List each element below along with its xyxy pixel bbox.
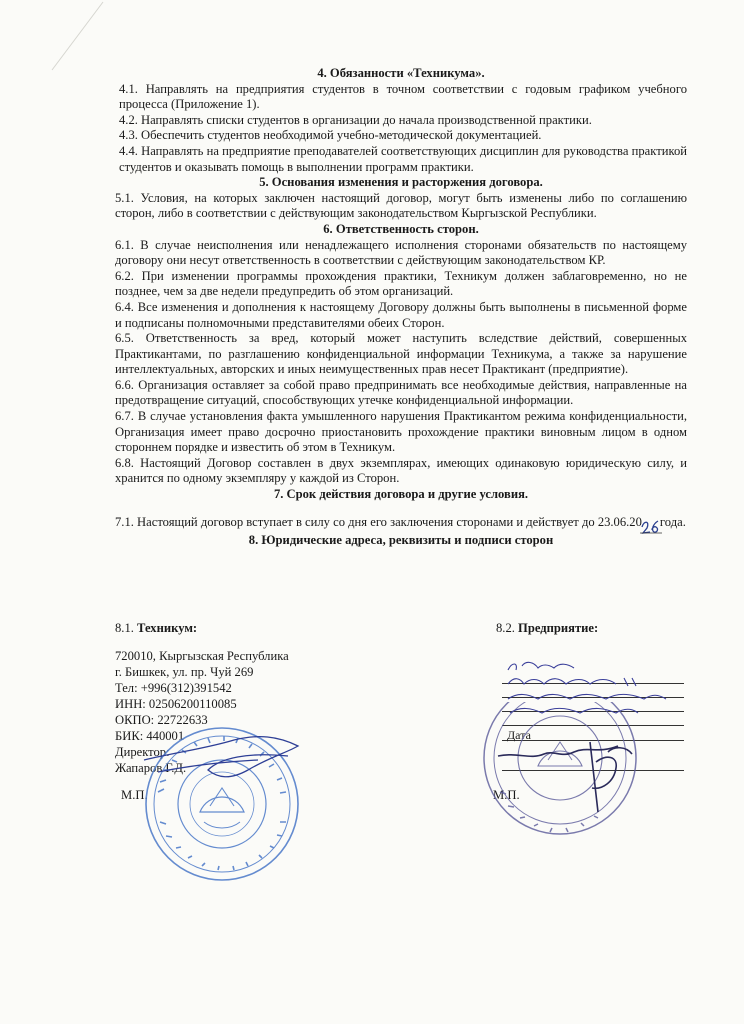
section-6-title: 6. Ответственность сторон. <box>323 221 479 236</box>
enterprise-seal <box>478 702 648 862</box>
technikum-director-name: Жапаров Г.Д. <box>115 761 187 775</box>
technikum-heading <box>115 620 345 636</box>
clause-7-1 <box>115 515 687 531</box>
enterprise-heading <box>496 620 696 636</box>
technikum-director-label: Директор: <box>115 745 170 759</box>
section-5-title: 5. Основания изменения и расторжения договора. <box>259 175 543 190</box>
technikum-mp: М.П. <box>121 788 148 802</box>
clause-4-4: 4.4. Направлять на предприятие преподавателей соответствующих дисциплин для руководства практикой студентов и оказывать помощь в выполнении программ практики. <box>119 143 687 174</box>
contract-body <box>115 66 687 549</box>
clause-4-1: 4.1. Направлять на предприятия студентов в точном соответствии с годовым графиком учебного процесса (Приложение 1). <box>119 81 687 112</box>
technikum-inn: ИНН: 02506200110085 <box>115 697 237 711</box>
scan-corner-fold <box>0 0 120 100</box>
clause-6-1: 6.1. В случае неисполнения или ненадлежащего исполнения сторонами обязательств по настоящему договору они несут ответственность в соответствии с действующим законодательством КР. <box>115 237 687 268</box>
enterprise-details <box>496 620 696 648</box>
clause-6-7: 6.7. В случае установления факта умышленного нарушения Практикантом режима конфиденциальности, Организация имеет право досрочно приостановить прохождение практики виновным лицом в одном стороннем порядке и известить об этом в Техникум. <box>115 409 687 455</box>
section-8-title: 8. Юридические адреса, реквизиты и подписи сторон <box>248 533 554 548</box>
technikum-address-1: 720010, Кыргызская Республика <box>115 649 289 663</box>
clause-6-5: 6.5. Ответственность за вред, который может наступить вследствие действий, совершенных Практикантами, по разглашению конфиденциальной информации Техникума, а также за нарушение интеллектуальных, авторских и иных неимущественных прав несет Практикант (предприятие). <box>115 331 687 377</box>
clause-6-8: 6.8. Настоящий Договор составлен в двух экземплярах, имеющих одинаковую юридическую силу, и хранится по одному экземпляру у каждой из Сторон. <box>115 455 687 486</box>
technikum-okpo: ОКПО: 22722633 <box>115 713 208 727</box>
technikum-seal <box>138 722 308 887</box>
clause-7-1-tail: года. <box>659 514 686 529</box>
clause-6-4: 6.4. Все изменения и дополнения к настоящему Договору должны быть выполнены в письменной форме и подписаны полномочными представителями обеих Сторон. <box>115 299 687 330</box>
technikum-num: 8.1. <box>115 621 138 635</box>
technikum-phone: Тел: +996(312)391542 <box>115 681 232 695</box>
technikum-bik: БИК: 440001 <box>115 729 185 743</box>
enterprise-name: Предприятие: <box>518 621 599 635</box>
section-4-title: 4. Обязанности «Техникума». <box>317 66 485 80</box>
enterprise-num: 8.2. <box>496 621 519 635</box>
clause-4-3: 4.3. Обеспечить студентов необходимой учебно-методической документацией. <box>119 128 542 143</box>
clause-6-6: 6.6. Организация оставляет за собой право предпринимать все необходимые действия, направленные на предотвращение ситуаций, способствующих утечке конфиденциальной информации. <box>115 377 687 408</box>
clause-4-2: 4.2. Направлять списки студентов в организации до начала производственной практики. <box>119 112 592 127</box>
clause-5-1: 5.1. Условия, на которых заключен настоящий договор, могут быть изменены либо по соглашению сторон, либо в соответствии с действующим законодательством Кыргызской Республики. <box>115 190 687 221</box>
section-7-title: 7. Срок действия договора и другие условия. <box>273 487 529 502</box>
technikum-name: Техникум: <box>137 621 198 635</box>
clause-7-1-text: 7.1. Настоящий договор вступает в силу со дня его заключения сторонами и действует до 23.06.20 <box>115 514 642 529</box>
enterprise-date-label: Дата <box>507 728 531 742</box>
clause-6-2: 6.2. При изменении программы прохождения практики, Техникум должен заблаговременно, но не позднее, чем за две недели предупредить об этом организаций. <box>115 268 687 299</box>
enterprise-mp: М.П. <box>493 788 520 802</box>
technikum-address-2: г. Бишкек, ул. пр. Чуй 269 <box>115 665 254 679</box>
